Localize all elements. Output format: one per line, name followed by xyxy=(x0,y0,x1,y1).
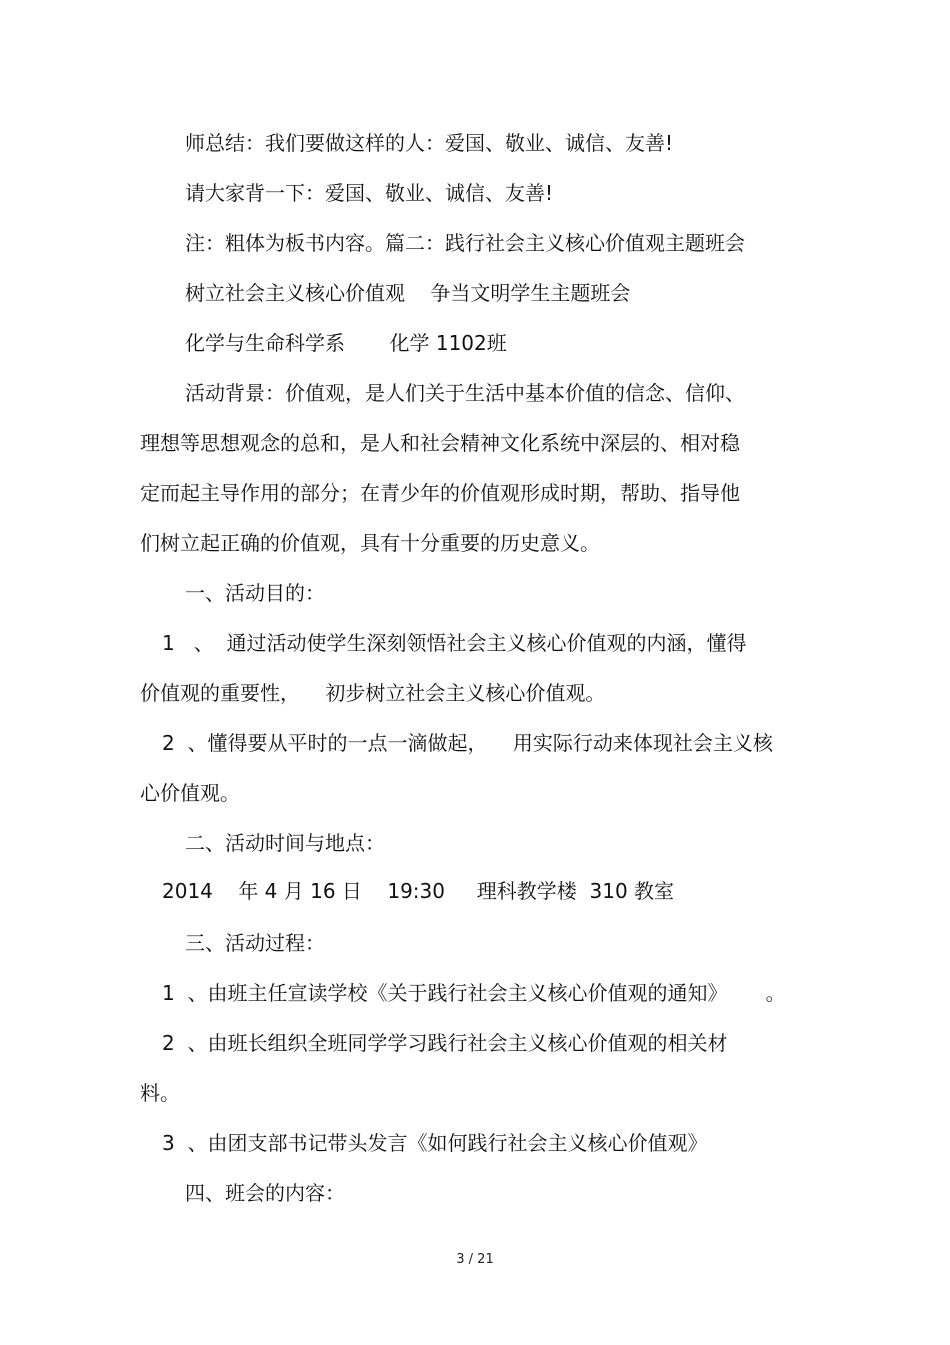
list-item: 1 、 通过活动使学生深刻领悟社会主义核心价值观的内涵，懂得 xyxy=(162,631,747,655)
paragraph-line: 活动背景：价值观，是人们关于生活中基本价值的信念、信仰、 xyxy=(185,381,745,405)
list-item-continuation: 料。 xyxy=(140,1081,180,1105)
paragraph-line: 理想等思想观念的总和，是人和社会精神文化系统中深层的、相对稳 xyxy=(140,431,740,455)
paragraph-line: 请大家背一下：爱国、敬业、诚信、友善! xyxy=(185,181,554,205)
page-number: 3 / 21 xyxy=(456,1252,494,1267)
list-item-continuation: 心价值观。 xyxy=(140,781,240,805)
paragraph-line: 们树立起正确的价值观，具有十分重要的历史意义。 xyxy=(140,531,600,555)
section-heading: 二、活动时间与地点： xyxy=(185,831,385,855)
list-item: 1 、由班主任宣读学校《关于践行社会主义核心价值观的通知》 。 xyxy=(162,981,786,1005)
class-info-line: 化学与生命科学系 化学 1102班 xyxy=(185,331,507,355)
section-heading: 一、活动目的： xyxy=(185,581,325,605)
paragraph-line: 注：粗体为板书内容。篇二：践行社会主义核心价值观主题班会 xyxy=(185,231,745,255)
list-item: 2 、由班长组织全班同学学习践行社会主义核心价值观的相关材 xyxy=(162,1031,728,1055)
paragraph-line: 师总结：我们要做这样的人：爱国、敬业、诚信、友善! xyxy=(185,131,674,155)
list-item: 2 、懂得要从平时的一点一滴做起， 用实际行动来体现社会主义核 xyxy=(162,731,773,755)
list-item: 3 、由团支部书记带头发言《如何践行社会主义核心价值观》 xyxy=(162,1131,708,1155)
section-heading: 四、班会的内容： xyxy=(185,1181,345,1205)
list-item-continuation: 价值观的重要性， 初步树立社会主义核心价值观。 xyxy=(140,681,606,705)
subtitle-line: 树立社会主义核心价值观 争当文明学生主题班会 xyxy=(185,281,631,305)
paragraph-line: 定而起主导作用的部分；在青少年的价值观形成时期，帮助、指导他 xyxy=(140,481,740,505)
section-heading: 三、活动过程： xyxy=(185,931,325,955)
time-location-line: 2014 年 4 月 16 日 19:30 理科教学楼 310 教室 xyxy=(162,879,675,903)
